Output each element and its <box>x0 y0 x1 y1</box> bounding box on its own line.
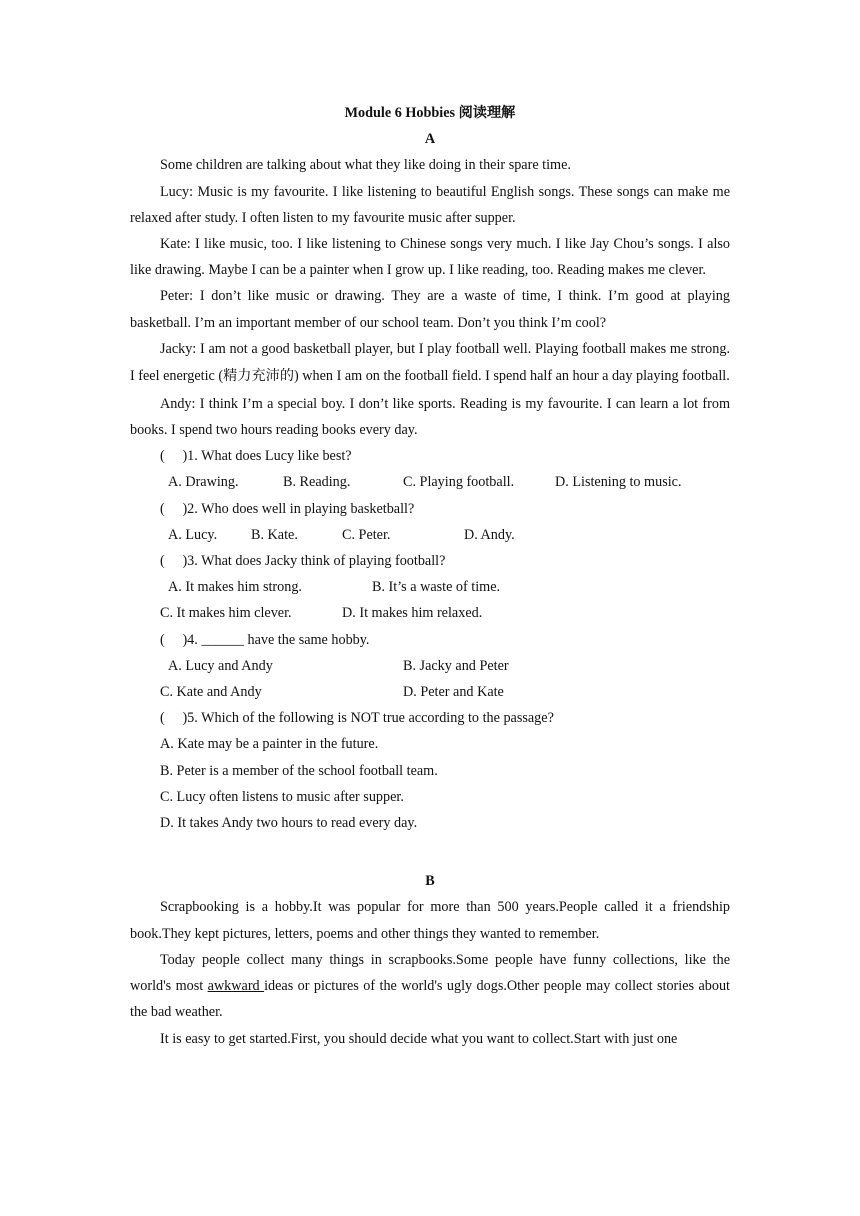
section-a-label: A <box>424 131 436 148</box>
passage-a-peter: Peter: I don’t like music or drawing. They are a waste of time, I think. I’m good at playing basketball. I’m an important member of our school team. Don’t you think I’m cool? <box>130 288 730 331</box>
question-4-options-row1 <box>130 653 730 679</box>
question-1: ( )1. What does Lucy like best? <box>160 448 352 465</box>
paragraph-2-text-start: Today people collect many things in scrapbooks.Some people have funny collections, like the world's most <box>130 951 730 995</box>
section-b-label: B <box>425 873 435 890</box>
question-4: ( )4. ______ have the same hobby. <box>160 631 370 648</box>
question-3: ( )3. What does Jacky think of playing football? <box>160 553 446 570</box>
section-spacer <box>130 836 730 862</box>
option-c: C. Kate and Andy <box>160 684 262 701</box>
option-b: B. Peter is a member of the school football team. <box>160 762 438 779</box>
passage-b-paragraph-2 <box>130 947 730 1026</box>
passage-b-paragraph-3: It is easy to get started.First, you should decide what you want to collect.Start with just one <box>160 1030 678 1047</box>
option-c: C. It makes him clever. <box>160 605 292 622</box>
option-c: C. Playing football. <box>403 474 515 491</box>
question-2-options <box>130 522 730 548</box>
question-4-options-row2 <box>130 679 730 705</box>
document-page <box>130 100 730 1052</box>
option-a: A. Kate may be a painter in the future. <box>160 736 379 753</box>
option-d: D. Listening to music. <box>555 474 682 491</box>
passage-a-jacky: Jacky: I am not a good basketball player, but I play football well. Playing football makes me strong. I feel energetic (精力充沛的) when I am on the football field. I spend half an hour a day playing football. <box>130 340 730 385</box>
passage-a-kate: Kate: I like music, too. I like listening to Chinese songs very much. I like Jay Chou’s songs. I also like drawing. Maybe I can be a painter when I grow up. I like reading, too. Reading makes me clever. <box>130 236 730 279</box>
option-d: D. It takes Andy two hours to read every day. <box>160 815 418 832</box>
question-3-options-row2 <box>130 600 730 626</box>
question-1-options <box>130 469 730 495</box>
passage-a-intro: Some children are talking about what they like doing in their spare time. <box>160 157 571 174</box>
option-b: B. Jacky and Peter <box>403 657 509 674</box>
question-3-options-row1 <box>130 574 730 600</box>
option-a: A. It makes him strong. <box>168 579 302 596</box>
option-c: C. Lucy often listens to music after supper. <box>160 788 404 805</box>
option-c: C. Peter. <box>342 526 391 543</box>
option-a: A. Drawing. <box>168 474 239 491</box>
option-a: A. Lucy. <box>168 526 218 543</box>
option-d: D. Andy. <box>464 526 515 543</box>
passage-b-paragraph-1: Scrapbooking is a hobby.It was popular for more than 500 years.People called it a friendship book.They kept pictures, letters, poems and other things they wanted to remember. <box>130 899 730 942</box>
option-d: D. Peter and Kate <box>403 684 504 701</box>
paragraph-2-text-end: ideas or pictures of the world's ugly dogs.Other people may collect stories about the bad weather. <box>130 978 730 1021</box>
option-a: A. Lucy and Andy <box>168 657 273 674</box>
option-b: B. Reading. <box>283 474 351 491</box>
option-d: D. It makes him relaxed. <box>342 605 483 622</box>
passage-a-andy: Andy: I think I’m a special boy. I don’t like sports. Reading is my favourite. I can learn a lot from books. I spend two hours reading books every day. <box>130 395 730 439</box>
option-b: B. Kate. <box>251 526 298 543</box>
passage-a-lucy: Lucy: Music is my favourite. I like listening to beautiful English songs. These songs can make me relaxed after study. I often listen to my favourite music after supper. <box>130 183 730 226</box>
option-b: B. It’s a waste of time. <box>372 579 501 596</box>
question-2: ( )2. Who does well in playing basketball? <box>160 500 415 517</box>
underlined-word: awkward <box>207 978 265 995</box>
page-title: Module 6 Hobbies 阅读理解 <box>344 105 516 121</box>
question-5: ( )5. Which of the following is NOT true according to the passage? <box>160 710 554 727</box>
